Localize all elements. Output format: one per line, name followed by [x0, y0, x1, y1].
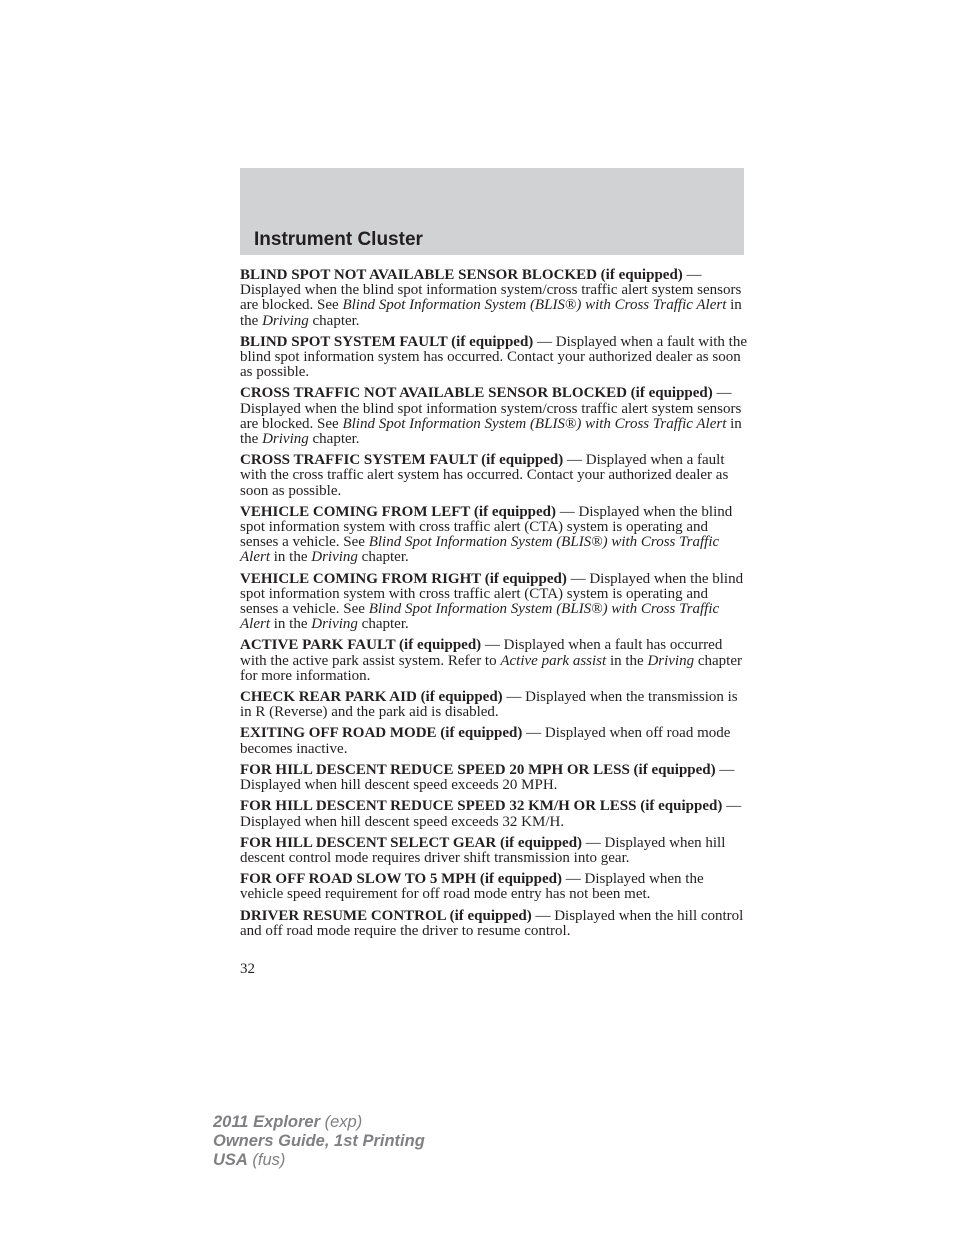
message-term: FOR OFF ROAD SLOW TO 5 MPH (if equipped) — [240, 871, 562, 888]
message-reference: Driving — [647, 652, 695, 669]
message-description: — Displayed when the blind spot information system/cross traffic alert system sensors are blocked. See — [240, 385, 742, 432]
entry-list — [240, 268, 748, 945]
message-term: FOR HILL DESCENT REDUCE SPEED 32 KM/H OR LESS (if equipped) — [240, 798, 723, 815]
message-term: BLIND SPOT SYSTEM FAULT (if equipped) — [240, 333, 534, 350]
message-entry — [240, 799, 748, 829]
message-entry — [240, 335, 748, 381]
message-entry — [240, 638, 748, 684]
message-description: in the — [270, 616, 312, 633]
message-term: FOR HILL DESCENT SELECT GEAR (if equipped) — [240, 834, 583, 851]
message-description: in the — [606, 652, 648, 669]
footer-region-code: (fus) — [247, 1151, 286, 1169]
message-term: EXITING OFF ROAD MODE (if equipped) — [240, 725, 523, 742]
message-entry — [240, 268, 748, 329]
message-reference: Active park assist — [500, 652, 607, 669]
message-description: — Displayed when the blind spot information system with cross traffic alert (CTA) system is operating and senses a vehicle. See — [240, 570, 744, 618]
message-description: — Displayed when the hill control and off road mode require the driver to resume control. — [240, 907, 744, 939]
footer-line-2: Owners Guide, 1st Printing — [213, 1132, 425, 1150]
message-description: chapter. — [357, 616, 409, 633]
message-description: chapter. — [308, 431, 360, 448]
message-entry — [240, 836, 748, 866]
message-description: — Displayed when the blind spot information system with cross traffic alert (CTA) system is operating and senses a vehicle. See — [240, 503, 733, 551]
message-term: VEHICLE COMING FROM RIGHT (if equipped) — [240, 570, 567, 587]
message-description: — Displayed when hill descent speed exceeds 32 KM/H. — [240, 798, 742, 830]
message-description: — Displayed when a fault with the cross traffic alert system has occurred. Contact your authorized dealer as soon as possible. — [240, 452, 729, 499]
message-description: — Displayed when a fault with the blind spot information system has occurred. Contact your authorized dealer as soon as possible. — [240, 333, 747, 381]
message-reference: Driving — [311, 549, 358, 566]
message-term: CHECK REAR PARK AID (if equipped) — [240, 689, 503, 706]
message-description: — Displayed when a fault has occurred with the active park assist system. Refer to — [240, 637, 723, 669]
message-reference: Driving — [262, 431, 309, 448]
message-entry — [240, 909, 748, 939]
message-description: — Displayed when the transmission is in R (Reverse) and the park aid is disabled. — [240, 689, 738, 721]
message-description: chapter. — [308, 312, 360, 329]
message-reference: Driving — [311, 616, 358, 633]
section-header-band — [240, 168, 744, 255]
footer-region: USA — [213, 1151, 248, 1169]
message-description: — Displayed when the vehicle speed requirement for off road mode entry has not been met. — [240, 871, 704, 903]
footer-model-code: (exp) — [320, 1113, 363, 1131]
message-description: chapter for more information. — [240, 652, 742, 684]
footer-line-3 — [213, 1151, 425, 1170]
message-description: in the — [240, 297, 742, 329]
section-title: Instrument Cluster — [254, 229, 423, 250]
message-entry — [240, 453, 748, 499]
message-description: chapter. — [357, 549, 409, 566]
message-entry — [240, 690, 748, 720]
message-reference: Blind Spot Information System (BLIS®) with Cross Traffic Alert — [342, 415, 727, 432]
message-entry — [240, 572, 748, 633]
message-term: DRIVER RESUME CONTROL (if equipped) — [240, 907, 532, 924]
message-entry — [240, 386, 748, 447]
message-reference: Blind Spot Information System (BLIS®) with Cross Traffic Alert — [240, 534, 720, 566]
message-description: — Displayed when hill descent control mode requires driver shift transmission into gear. — [240, 834, 726, 866]
message-description: in the — [270, 549, 312, 566]
message-entry — [240, 872, 748, 902]
message-reference: Blind Spot Information System (BLIS®) with Cross Traffic Alert — [240, 601, 720, 633]
page-number: 32 — [240, 961, 255, 977]
message-description: — Displayed when off road mode becomes inactive. — [240, 725, 731, 757]
message-description: in the — [240, 415, 742, 448]
footer-model: 2011 Explorer — [213, 1113, 321, 1131]
message-entry — [240, 763, 748, 793]
footer — [213, 1113, 425, 1170]
message-reference: Driving — [262, 312, 309, 329]
message-description: — Displayed when the blind spot information system/cross traffic alert system sensors are blocked. See — [240, 267, 742, 314]
message-entry — [240, 505, 748, 566]
message-term: ACTIVE PARK FAULT (if equipped) — [240, 637, 482, 654]
message-term: BLIND SPOT NOT AVAILABLE SENSOR BLOCKED (if equipped) — [240, 267, 683, 283]
footer-line-1 — [213, 1113, 425, 1132]
message-term: CROSS TRAFFIC SYSTEM FAULT (if equipped) — [240, 452, 564, 469]
message-description: — Displayed when hill descent speed exceeds 20 MPH. — [240, 761, 735, 794]
message-term: CROSS TRAFFIC NOT AVAILABLE SENSOR BLOCKED (if equipped) — [240, 385, 713, 402]
message-term: VEHICLE COMING FROM LEFT (if equipped) — [240, 503, 557, 520]
message-entry — [240, 726, 748, 756]
message-reference: Blind Spot Information System (BLIS®) with Cross Traffic Alert — [342, 297, 727, 314]
message-term: FOR HILL DESCENT REDUCE SPEED 20 MPH OR LESS (if equipped) — [240, 761, 716, 778]
